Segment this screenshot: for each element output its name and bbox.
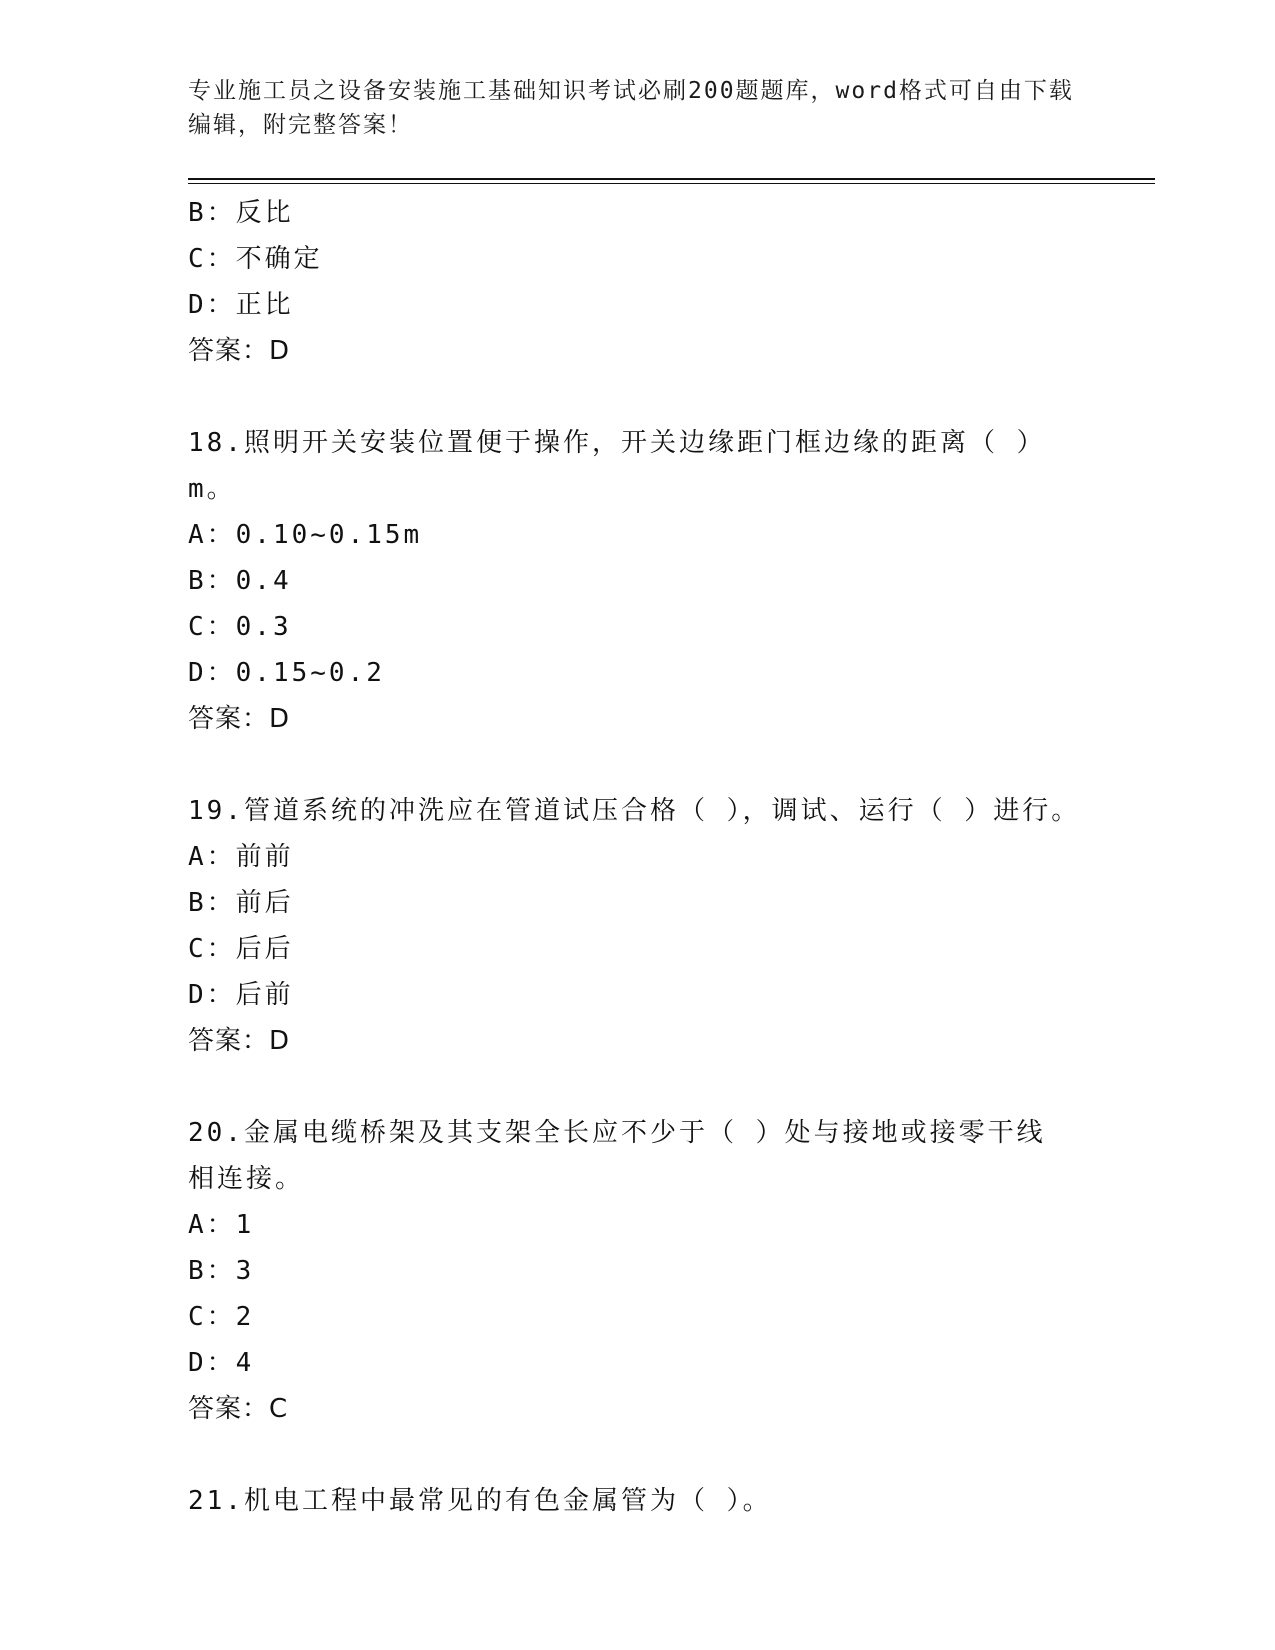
option-c: C：0.3 — [188, 612, 292, 642]
question-text: 19.管道系统的冲洗应在管道试压合格（ ），调试、运行（ ）进行。 — [188, 796, 1081, 826]
option-d: D：正比 — [188, 290, 294, 320]
question-list — [188, 190, 1088, 1524]
question-block-19 — [188, 788, 1088, 1064]
option-a: A：前前 — [188, 842, 294, 872]
option-b: B：3 — [188, 1256, 255, 1286]
question-block-18 — [188, 420, 1088, 742]
option-a: A：1 — [188, 1210, 255, 1240]
option-b: B：0.4 — [188, 566, 292, 596]
answer-line: 答案：D — [188, 1026, 291, 1056]
question-block-21 — [188, 1478, 1088, 1524]
page-header: 专业施工员之设备安装施工基础知识考试必刷200题题库，word格式可自由下载编辑，附完整答案！ — [188, 78, 1074, 138]
header-rule-thick — [188, 178, 1155, 180]
option-a: A：0.10~0.15m — [188, 520, 423, 550]
option-c: C：后后 — [188, 934, 294, 964]
answer-line: 答案：D — [188, 336, 291, 366]
question-text: 18.照明开关安装位置便于操作，开关边缘距门框边缘的距离（ ）m。 — [188, 428, 1046, 504]
question-block-17 — [188, 190, 1088, 374]
question-text: 21.机电工程中最常见的有色金属管为（ ）。 — [188, 1486, 772, 1516]
option-c: C：不确定 — [188, 244, 323, 274]
option-d: D：0.15~0.2 — [188, 658, 385, 688]
question-text: 20.金属电缆桥架及其支架全长应不少于（ ）处与接地或接零干线相连接。 — [188, 1118, 1046, 1194]
option-b: B：前后 — [188, 888, 294, 918]
option-d: D：后前 — [188, 980, 294, 1010]
header-rule-thin — [188, 183, 1155, 184]
option-c: C：2 — [188, 1302, 255, 1332]
question-block-20 — [188, 1110, 1088, 1432]
answer-line: 答案：D — [188, 704, 291, 734]
option-d: D：4 — [188, 1348, 255, 1378]
answer-line: 答案：C — [188, 1394, 289, 1424]
spacer — [188, 374, 1088, 420]
spacer — [188, 1432, 1088, 1478]
option-b: B：反比 — [188, 198, 294, 228]
spacer — [188, 742, 1088, 788]
spacer — [188, 1064, 1088, 1110]
